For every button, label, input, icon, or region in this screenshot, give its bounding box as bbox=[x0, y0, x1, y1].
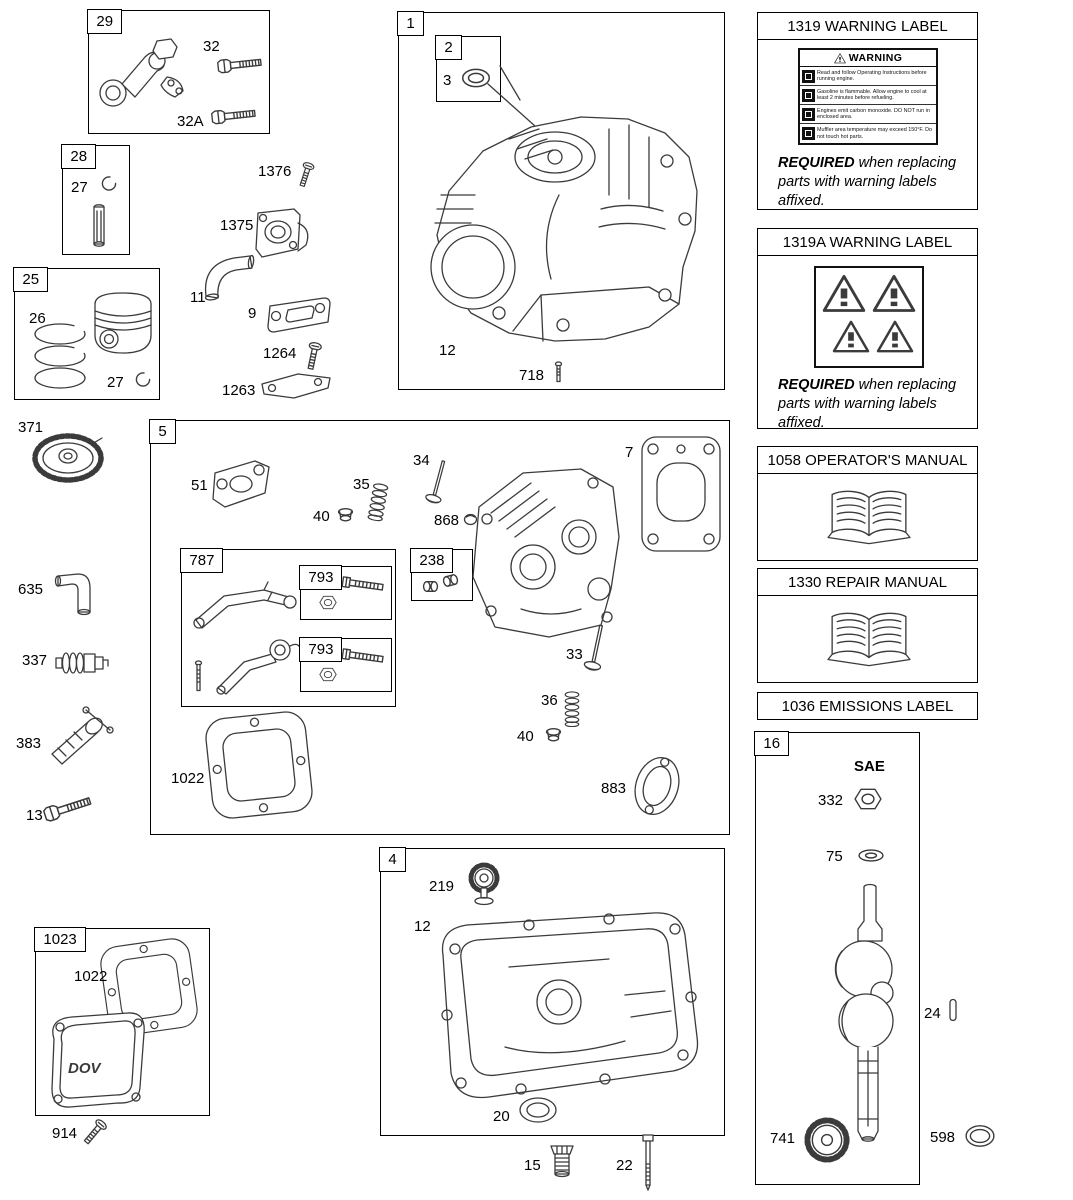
warning-row-text: Muffler area temperature may exceed 150°F. Do not touch hot parts. bbox=[817, 127, 933, 140]
piston-pin-illustration bbox=[89, 202, 109, 250]
oil-sump-illustration bbox=[409, 907, 709, 1112]
group-tag-25: 25 bbox=[13, 267, 48, 292]
panel-body-1319 bbox=[757, 37, 978, 210]
group-tag-238: 238 bbox=[410, 548, 453, 573]
exhaust-port-1375-illustration bbox=[250, 205, 314, 265]
elbow-fitting-635-illustration bbox=[52, 570, 96, 618]
manual-pictogram-icon bbox=[802, 70, 815, 83]
oil-pump-gear-219-illustration bbox=[459, 861, 509, 911]
group-tag-793a: 793 bbox=[299, 565, 342, 590]
washer-75-icon bbox=[858, 849, 884, 862]
spark-plug-337-illustration bbox=[54, 642, 110, 688]
dowel-pin-icon bbox=[422, 580, 439, 593]
group-tag-16: 16 bbox=[754, 731, 789, 756]
warning-row-text: Engines emit carbon monoxide. DO NOT run in enclosed area. bbox=[817, 107, 930, 120]
callout-337: 337 bbox=[22, 652, 48, 669]
bracket-1263-illustration bbox=[258, 370, 334, 402]
panel-title-1036: 1036 EMISSIONS LABEL bbox=[757, 692, 978, 720]
warning-row bbox=[800, 105, 936, 124]
required-note-1319a bbox=[778, 376, 964, 433]
callout-27-piston-clip: 27 bbox=[107, 374, 124, 391]
callout-1022-cover: 1022 bbox=[74, 968, 108, 985]
callout-75: 75 bbox=[826, 848, 843, 865]
o-ring-598-icon bbox=[964, 1124, 996, 1148]
callout-32: 32 bbox=[203, 38, 220, 55]
oil-seal-20-illustration bbox=[517, 1095, 559, 1125]
callout-12-cylinder: 12 bbox=[439, 342, 456, 359]
required-note-1319 bbox=[778, 154, 964, 211]
group-tag-2: 2 bbox=[435, 35, 461, 60]
gasket-9-illustration bbox=[262, 294, 334, 336]
callout-51: 51 bbox=[191, 477, 208, 494]
operators-manual-book-icon bbox=[826, 486, 912, 546]
warning-row bbox=[800, 124, 936, 143]
gasket-51-illustration bbox=[207, 457, 275, 511]
warning-label-header bbox=[800, 50, 936, 67]
callout-383: 383 bbox=[16, 735, 42, 752]
sae-label: SAE bbox=[854, 758, 885, 775]
warning-triangle-icon bbox=[876, 320, 914, 354]
governor-link-lower-illustration bbox=[210, 626, 305, 698]
group-tag-1: 1 bbox=[397, 11, 423, 36]
callout-11: 11 bbox=[190, 289, 206, 306]
callout-371: 371 bbox=[18, 419, 44, 436]
callout-13: 13 bbox=[26, 807, 43, 824]
warning-triangle-icon bbox=[832, 320, 870, 354]
governor-pin-icon bbox=[194, 660, 203, 694]
stud-718-icon bbox=[554, 361, 563, 385]
callout-7: 7 bbox=[625, 444, 634, 461]
panel-title-1319a: 1319A WARNING LABEL bbox=[757, 228, 978, 256]
required-note-rest: when replacing parts with warning labels affixed. bbox=[778, 155, 957, 209]
warning-row bbox=[800, 67, 936, 86]
crankshaft-key-24-icon bbox=[948, 998, 958, 1022]
head-gasket-7-illustration bbox=[637, 433, 725, 555]
group-tag-5: 5 bbox=[149, 419, 175, 444]
hot-surface-pictogram-icon bbox=[802, 127, 815, 140]
cylinder-crankcase-illustration bbox=[413, 99, 713, 357]
drain-plug-15-illustration bbox=[548, 1144, 576, 1180]
panel-body-1319a bbox=[757, 253, 978, 429]
valve-seal-40-lower-icon bbox=[545, 727, 562, 742]
warning-row bbox=[800, 86, 936, 105]
callout-718: 718 bbox=[519, 367, 545, 384]
panel-title-1319: 1319 WARNING LABEL bbox=[757, 12, 978, 40]
callout-12-sump: 12 bbox=[414, 918, 431, 935]
callout-33: 33 bbox=[566, 646, 583, 663]
callout-20: 20 bbox=[493, 1108, 510, 1125]
callout-741: 741 bbox=[770, 1130, 796, 1147]
warning-triangle-icon bbox=[872, 274, 916, 314]
nut-icon bbox=[319, 595, 337, 610]
callout-1376: 1376 bbox=[258, 163, 292, 180]
callout-219: 219 bbox=[429, 878, 455, 895]
callout-1263: 1263 bbox=[222, 382, 256, 399]
callout-9: 9 bbox=[248, 305, 257, 322]
warning-label-1319 bbox=[798, 48, 938, 145]
callout-24: 24 bbox=[924, 1005, 941, 1022]
warning-triangle-icon bbox=[822, 274, 866, 314]
long-bolt-22-icon bbox=[640, 1134, 656, 1192]
callout-22: 22 bbox=[616, 1157, 633, 1174]
retaining-clip-icon bbox=[133, 371, 153, 388]
flange-nut-332-icon bbox=[854, 787, 882, 811]
callout-15: 15 bbox=[524, 1157, 541, 1174]
retaining-clip-icon bbox=[99, 175, 119, 192]
group-tag-29: 29 bbox=[87, 9, 122, 34]
callout-32a: 32A bbox=[177, 113, 204, 130]
group-tag-28: 28 bbox=[61, 144, 96, 169]
callout-36: 36 bbox=[541, 692, 558, 709]
valve-spring-36-icon bbox=[563, 691, 581, 727]
callout-635: 635 bbox=[18, 581, 44, 598]
breather-tube-11-illustration bbox=[200, 250, 256, 302]
group-tag-793b: 793 bbox=[299, 637, 342, 662]
cover-logo-text: DOV bbox=[68, 1060, 101, 1077]
callout-27-pin-clip: 27 bbox=[71, 179, 88, 196]
required-note-bold: REQUIRED bbox=[778, 377, 855, 393]
required-note-bold: REQUIRED bbox=[778, 155, 855, 171]
warning-triangle-icon bbox=[834, 53, 846, 64]
fumes-pictogram-icon bbox=[802, 108, 815, 121]
callout-914: 914 bbox=[52, 1125, 78, 1142]
callout-1022-head: 1022 bbox=[171, 770, 205, 787]
panel-body-1330 bbox=[757, 593, 978, 683]
callout-35: 35 bbox=[353, 476, 370, 493]
piston-illustration bbox=[91, 291, 155, 363]
callout-883: 883 bbox=[601, 780, 627, 797]
warning-label-header-text: WARNING bbox=[848, 52, 903, 64]
callout-1264: 1264 bbox=[263, 345, 297, 362]
callout-34: 34 bbox=[413, 452, 430, 469]
warning-row-text: Gasoline is flammable. Allow engine to cool at least 2 minutes before refueling. bbox=[817, 88, 927, 101]
callout-332: 332 bbox=[818, 792, 844, 809]
callout-26: 26 bbox=[29, 310, 46, 327]
callout-868: 868 bbox=[434, 512, 460, 529]
callout-3: 3 bbox=[443, 72, 452, 89]
warning-row-text: Read and follow Operating Instructions before running engine. bbox=[817, 69, 927, 82]
required-note-rest: when replacing parts with warning labels affixed. bbox=[778, 377, 957, 431]
callout-40-upper: 40 bbox=[313, 508, 330, 525]
flame-pictogram-icon bbox=[802, 89, 815, 102]
repair-manual-book-icon bbox=[826, 608, 912, 668]
callout-598: 598 bbox=[930, 1129, 956, 1146]
nut-icon bbox=[319, 667, 337, 682]
panel-title-1330: 1330 REPAIR MANUAL bbox=[757, 568, 978, 596]
timing-gear-741-icon bbox=[802, 1115, 852, 1165]
rocker-gasket-1022-illustration bbox=[197, 703, 320, 826]
cylinder-head-illustration bbox=[461, 459, 626, 644]
callout-40-lower: 40 bbox=[517, 728, 534, 745]
group-tag-1023: 1023 bbox=[34, 927, 85, 952]
panel-body-1058 bbox=[757, 471, 978, 561]
oil-seal-3-icon bbox=[461, 67, 491, 89]
group-tag-787: 787 bbox=[180, 548, 223, 573]
valve-cover-illustration bbox=[40, 1007, 155, 1112]
piston-rings-illustration bbox=[31, 321, 89, 393]
callout-1375: 1375 bbox=[220, 217, 254, 234]
warning-label-1319a bbox=[814, 266, 924, 368]
cam-gear-371-illustration bbox=[30, 430, 110, 486]
valve-seal-40-upper-icon bbox=[337, 507, 354, 522]
group-tag-4: 4 bbox=[379, 847, 405, 872]
panel-title-1058: 1058 OPERATOR'S MANUAL bbox=[757, 446, 978, 474]
plug-wrench-383-illustration bbox=[44, 704, 116, 764]
